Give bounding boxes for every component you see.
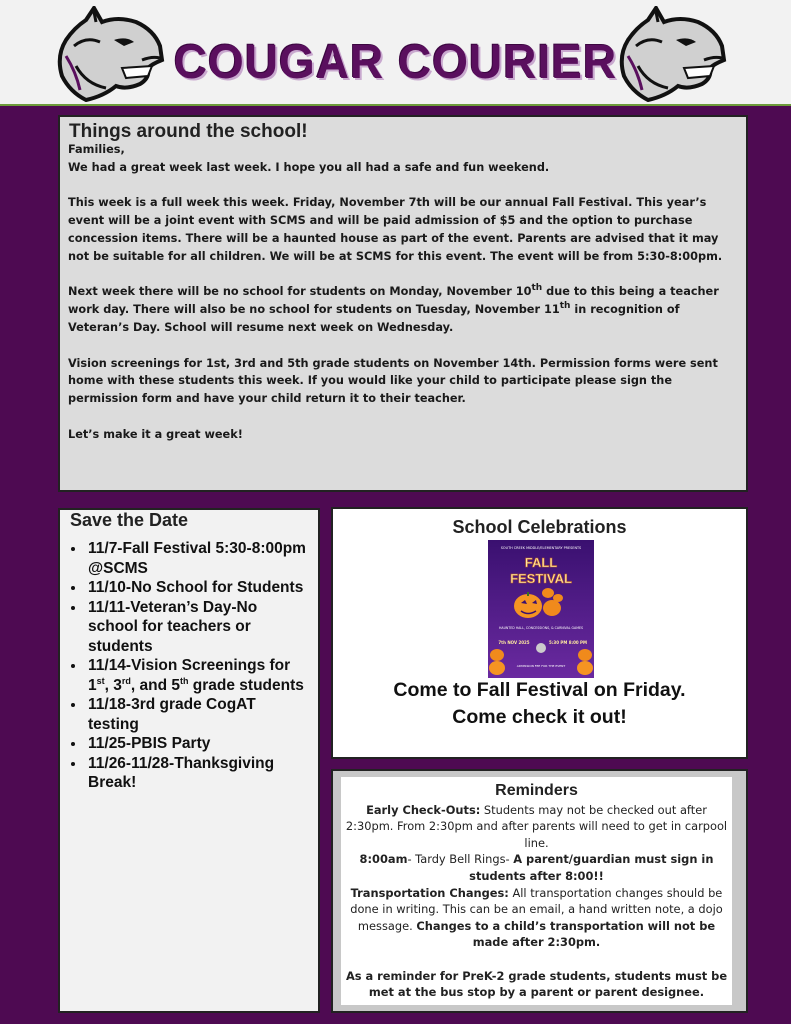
- prek-reminder: As a reminder for PreK-2 grade students, students must be met at the bus stop by a parent or parent designee.: [345, 968, 728, 1000]
- tardy-reminder: 8:00am- Tardy Bell Rings- A parent/guardian must sign in students after 8:00!!: [359, 852, 714, 883]
- paragraph-1: We had a great week last week. I hope you all had a safe and fun weekend.: [68, 160, 550, 174]
- newsletter-title: COUGAR COURIER: [173, 33, 618, 89]
- reminders-heading: Reminders: [495, 782, 578, 799]
- reminders-panel: [331, 769, 748, 1013]
- save-the-date-heading: Save the Date: [70, 510, 189, 530]
- list-item: • 11/10-No School for Students: [86, 578, 308, 598]
- fall-festival-poster: [488, 540, 594, 678]
- date-list: [70, 539, 308, 793]
- paragraph-fall-festival: This week is a full week this week. Friday, November 7th will be our annual Fall Festival. This year’s event will be a joint event with SCMS and will be paid admission of $5 and the option to purchase concession items. There will be a haunted house as part of the event. Parents are advised that it may not be suitable for all children. We will be at SCMS for this event. The event will be from 5:30-8:00pm.: [68, 196, 723, 263]
- transportation-reminder: Transportation Changes: All transportation changes should be done in writing. This can be an email, a hand written note, a dojo message. Changes to a child’s transportation will not be made after 2:30pm.: [350, 885, 723, 950]
- list-item: • 11/7-Fall Festival 5:30-8:00pm @SCMS: [86, 539, 308, 578]
- header: [0, 0, 791, 106]
- paragraph-no-school: Next week there will be no school for students on Monday, November 10th due to this being a teacher work day. There will also be no school for students on Tuesday, November 11th in recognition of Veteran’s Day. School will resume next week on Wednesday.: [68, 283, 719, 334]
- school-celebrations-panel: [331, 507, 748, 759]
- list-item: • 11/14-Vision Screenings for 1st, 3rd, and 5th grade students: [86, 656, 308, 695]
- things-around-school-panel: [58, 115, 748, 492]
- things-heading: Things around the school!: [69, 121, 308, 142]
- poster-date: 7th NOV 2025: [498, 640, 530, 645]
- poster-time: 5:30 PM 8:00 PM: [549, 640, 587, 645]
- list-item: • 11/25-PBIS Party: [86, 734, 308, 754]
- poster-footer: ADMISSION FEE FOR THE EVENT: [516, 664, 566, 668]
- celebrations-heading: School Celebrations: [452, 517, 627, 537]
- paragraph-closing: Let’s make it a great week!: [68, 427, 243, 441]
- celebration-line-2: Come check it out!: [452, 706, 627, 728]
- greeting: Families,: [68, 143, 125, 156]
- paragraph-vision: Vision screenings for 1st, 3rd and 5th grade students on November 14th. Permission forms were sent home with these students this week. If you would like your child to participate please sign the permission form and have your child return it to their teacher.: [68, 356, 718, 406]
- list-item: • 11/18-3rd grade CogAT testing: [86, 695, 308, 734]
- celebration-line-1: Come to Fall Festival on Friday.: [393, 679, 686, 701]
- poster-title-1: FALL: [524, 555, 558, 570]
- save-the-date-panel: [58, 508, 320, 1013]
- poster-subtitle: HAUNTED HALL, CONCESSIONS, & CARNIVAL GAMES: [499, 626, 583, 630]
- cougar-head-icon: [618, 6, 728, 102]
- poster-title-2: FESTIVAL: [510, 571, 572, 586]
- list-item: • 11/26-11/28-Thanksgiving Break!: [86, 754, 308, 793]
- early-checkout-reminder: Early Check-Outs: Students may not be checked out after 2:30pm. From 2:30pm and after parents will need to get in carpool line.: [345, 802, 728, 850]
- poster-top-text: SOUTH CREEK MIDDLE/ELEMENTARY PRESENTS: [500, 546, 582, 550]
- list-item: • 11/11-Veteran’s Day-No school for teachers or students: [86, 598, 308, 657]
